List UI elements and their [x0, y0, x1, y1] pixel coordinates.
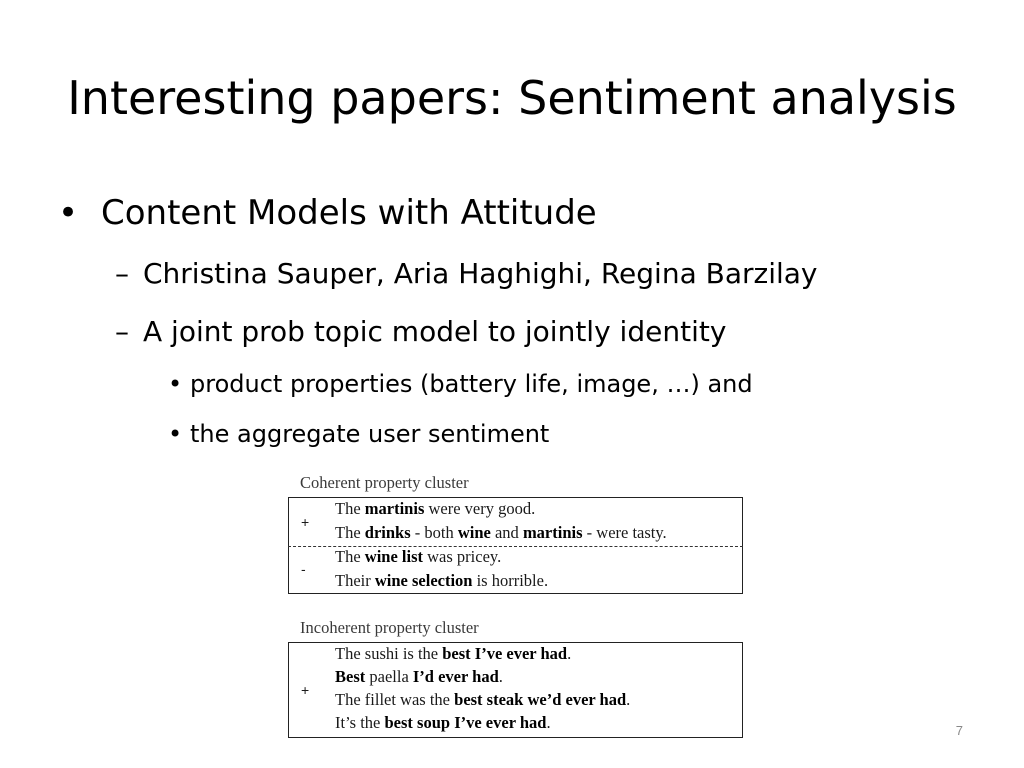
highlighted-phrase: drinks — [364, 523, 411, 542]
bullet-text: Christina Sauper, Aria Haghighi, Regina Barzilay — [143, 257, 818, 290]
sentiment-sign: - — [301, 561, 306, 577]
page-number: 7 — [955, 723, 963, 738]
sentence-text: and — [490, 523, 523, 542]
figure-caption: Incoherent property cluster — [300, 618, 479, 637]
dash-icon: – — [115, 257, 129, 290]
highlighted-phrase: best I’ve ever had — [442, 644, 568, 663]
sentence — [335, 497, 535, 521]
figure-caption: Coherent property cluster — [300, 473, 469, 492]
sentence — [335, 545, 501, 569]
sentence-text: was pricey. — [423, 547, 502, 566]
sentence — [335, 665, 503, 689]
highlighted-phrase: Best — [335, 667, 366, 686]
sentence-text: paella — [365, 667, 413, 686]
cluster-box — [288, 497, 743, 594]
bullet-dot-icon: • — [168, 370, 183, 398]
bullet-dot-icon: • — [168, 420, 183, 448]
bullet-text: product properties (battery life, image, …) and — [190, 370, 753, 398]
sentence-text: The — [335, 523, 365, 542]
figure-coherent-cluster — [288, 473, 744, 597]
highlighted-phrase: wine list — [364, 547, 423, 566]
bullet-text: A joint prob topic model to jointly identity — [143, 315, 727, 348]
sentence-text: The fillet was the — [335, 690, 455, 709]
sentence-text: . — [626, 690, 631, 709]
sentence-text: - both — [410, 523, 458, 542]
sentence-text: . — [498, 667, 503, 686]
cluster-box — [288, 642, 743, 738]
sentence-text: The — [335, 547, 365, 566]
bullet-text: the aggregate user sentiment — [190, 420, 550, 448]
sentence-text: . — [567, 644, 572, 663]
sentence-text: It’s the — [335, 713, 385, 732]
highlighted-phrase: best steak we’d ever had — [454, 690, 627, 709]
sentence — [335, 521, 667, 545]
highlighted-phrase: martinis — [364, 499, 425, 518]
sentence-text: The sushi is the — [335, 644, 443, 663]
sentence-text: Their — [335, 571, 375, 590]
sentence-text: The — [335, 499, 365, 518]
bullet-text: Content Models with Attitude — [101, 193, 597, 233]
highlighted-phrase: wine — [457, 523, 491, 542]
sentence-text: is horrible. — [472, 571, 549, 590]
highlighted-phrase: wine selection — [374, 571, 473, 590]
sentence — [335, 642, 571, 666]
highlighted-phrase: I’d ever had — [412, 667, 499, 686]
highlighted-phrase: martinis — [522, 523, 583, 542]
bullet-dot-icon: • — [58, 193, 79, 233]
slide-title: Interesting papers: Sentiment analysis — [67, 71, 957, 125]
sentiment-sign: + — [301, 514, 310, 530]
sentence-text: were very good. — [424, 499, 536, 518]
sentence-text: . — [546, 713, 551, 732]
dash-icon: – — [115, 315, 129, 348]
figure-incoherent-cluster — [288, 618, 744, 742]
sentence — [335, 688, 630, 712]
sentence-text: - were tasty. — [582, 523, 667, 542]
sentence — [335, 711, 551, 735]
sentiment-sign: + — [301, 682, 310, 698]
highlighted-phrase: best soup I’ve ever had — [384, 713, 547, 732]
sentence — [335, 569, 548, 593]
